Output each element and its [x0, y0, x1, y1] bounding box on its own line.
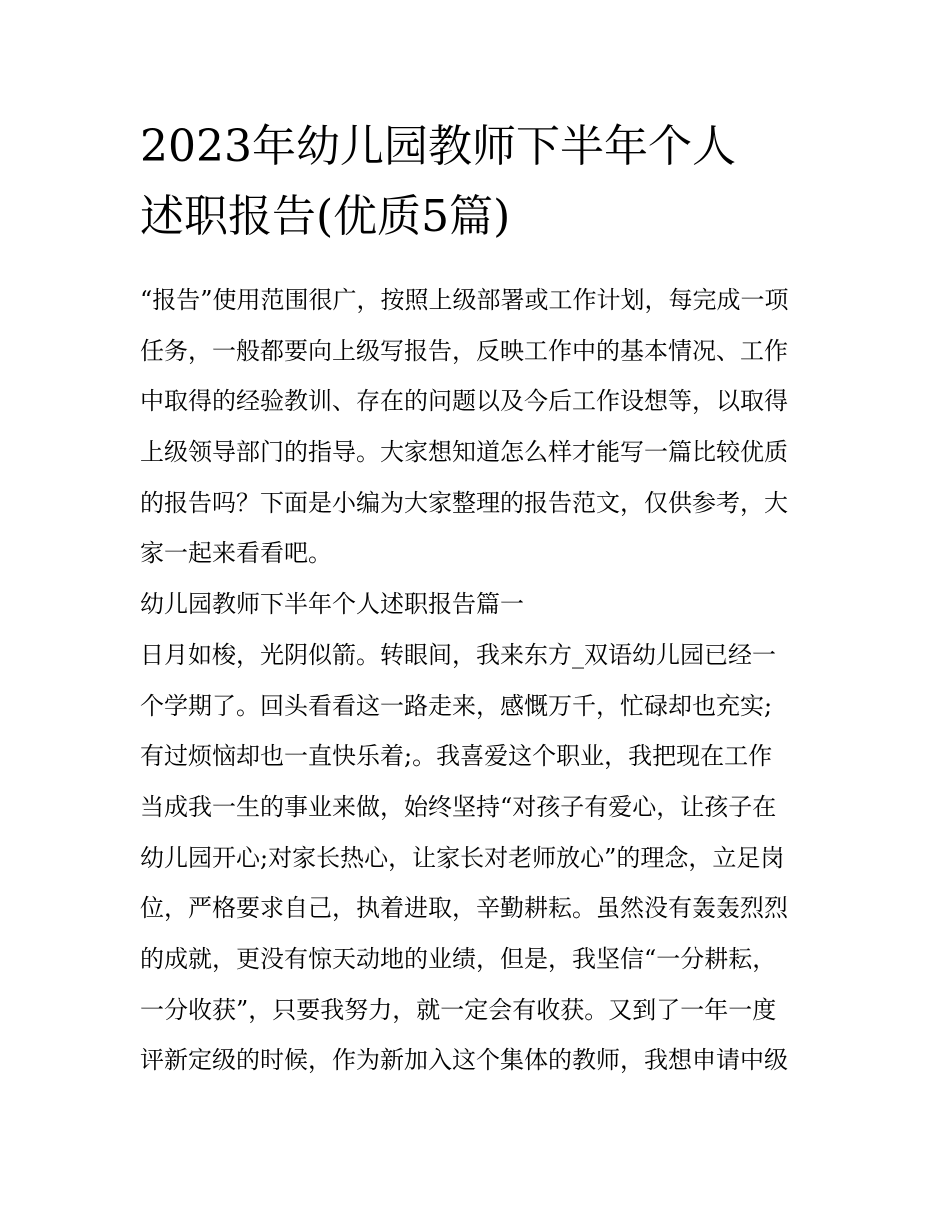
- title-line-1: 2023年幼儿园教师下半年个人: [140, 121, 736, 172]
- section-heading: 幼儿园教师下半年个人述职报告篇一: [140, 590, 524, 619]
- intro-line-5: 的报告吗？下面是小编为大家整理的报告范文，仅供参考，大: [140, 488, 788, 517]
- intro-line-6: 家一起来看看吧。: [140, 539, 332, 568]
- paragraph-line-1: 日月如梭，光阴似箭。转眼间，我来东方_双语幼儿园已经一: [140, 640, 776, 669]
- intro-line-3: 中取得的经验教训、存在的问题以及今后工作设想等，以取得: [140, 387, 788, 416]
- paragraph-line-4: 当成我一生的事业来做，始终坚持“对孩子有爱心，让孩子在: [140, 792, 777, 821]
- paragraph-line-6: 位，严格要求自己，执着进取，辛勤耕耘。虽然没有轰轰烈烈: [140, 894, 788, 923]
- paragraph-line-7: 的成就，更没有惊天动地的业绩，但是，我坚信“一分耕耘，: [140, 944, 777, 973]
- title-line-2: 述职报告(优质5篇): [140, 191, 511, 242]
- paragraph-line-8: 一分收获”，只要我努力，就一定会有收获。又到了一年一度: [140, 995, 777, 1024]
- paragraph-line-9: 评新定级的时候，作为新加入这个集体的教师，我想申请中级: [140, 1046, 788, 1075]
- document-title: [140, 112, 820, 252]
- intro-line-1: “报告”使用范围很广，按照上级部署或工作计划，每完成一项: [140, 286, 789, 314]
- intro-line-4: 上级领导部门的指导。大家想知道怎么样才能写一篇比较优质: [140, 438, 788, 467]
- paragraph-line-3: 有过烦恼却也一直快乐着;。我喜爱这个职业，我把现在工作: [140, 742, 773, 771]
- paragraph-line-2: 个学期了。回头看看这一路走来，感慨万千，忙碌却也充实;: [140, 691, 773, 720]
- paragraph-line-5: 幼儿园开心;对家长热心，让家长对老师放心”的理念，立足岗: [140, 843, 785, 872]
- document-body: [140, 275, 830, 1086]
- intro-line-2: 任务，一般都要向上级写报告，反映工作中的基本情况、工作: [140, 336, 788, 365]
